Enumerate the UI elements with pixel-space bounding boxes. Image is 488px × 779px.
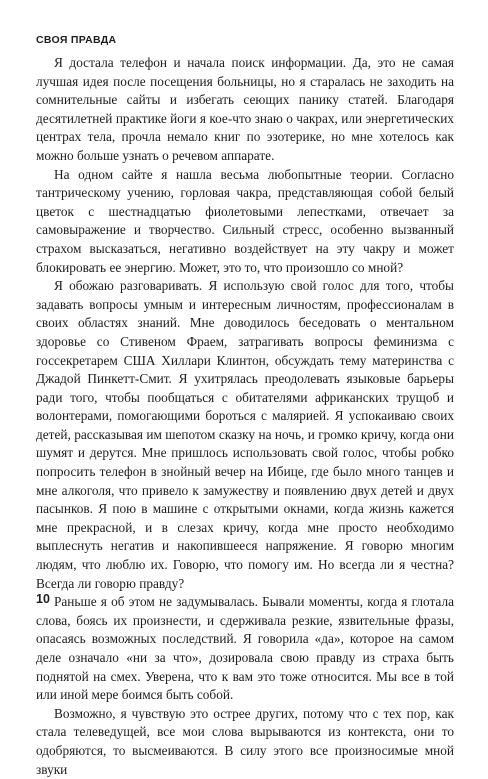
paragraph: Возможно, я чувствую это острее других, потому что с тех пор, как стала телеведущей, все мои слова вырываются из контекста, они то одобряются, то высмеиваются. В силу этого все произносимые мной звуки (36, 705, 454, 777)
paragraph: Я обожаю разговаривать. Я использую свой голос для того, чтобы задавать вопросы умным и интересным личностям, профессионалам в своих областях знаний. Мне доводилось беседовать о ментальном здоровье со Стивеном Фраем, затрагивать вопросы феминизма с госсекретарем США Хиллари Клинтон, обсуждать тему материнства с Джадой Пинкетт-Смит. Я ухитрялась преодолевать языковые барьеры ради того, чтобы пообщаться с обитателями африканских трущоб и волонтерами, помогающими бороться с малярией. Я успокаиваю своих детей, рассказывая им шепотом сказку на ночь, и громко кричу, когда они шумят и дерутся. Мне пришлось использовать свой голос, чтобы робко попросить телефон в знойный вечер на Ибице, где было много танцев и мне алкоголя, что привело к замужеству и появлению двух детей и двух пасынков. Я пою в машине с открытыми окнами, когда жизнь кажется мне прекрасной, и в слезах кричу, когда мне просто необходимо выплеснуть негатив и накопившееся напряжение. Я говорю многим людям, что люблю их. Говорю, что помогу им. Но всегда ли я честна? Всегда ли говорю правду? (36, 278, 454, 591)
page-number: 10 (36, 592, 50, 606)
paragraph: Раньше я об этом не задумывалась. Бывали моменты, когда я глотала слова, боясь их произнести, и сдерживала резкие, язвительные фразы, опасаясь возможных последствий. Я говорила «да», которое на самом деле означало «ни за что», дозировала свою правду из страха быть поднятой на смех. Уверена, что к вам это тоже относится. Мы все в той или иной мере боимся быть собой. (36, 594, 454, 703)
paragraph: На одном сайте я нашла весьма любопытные теории. Согласно тантрическому учению, горловая чакра, представляющая собой белый цветок с шестнадцатью фиолетовыми лепестками, отвечает за самовыражение и творчество. Сильный стресс, особенно вызванный страхом высказаться, негативно воздействует на эту чакру и может блокировать ее энергию. Может, это то, что произошло со мной? (36, 166, 454, 275)
running-header: СВОЯ ПРАВДА (36, 34, 117, 46)
paragraph: Я достала телефон и начала поиск информации. Да, это не самая лучшая идея после посещения больницы, но я старалась не заходить на сомнительные сайты и избегать сеющих панику статей. Благодаря десятилетней практике йоги я кое-что знаю о чакрах, или энергетических центрах тела, прочла немало книг по эзотерике, но мне хотелось как можно больше узнать о речевом аппарате. (36, 55, 454, 163)
body-text (36, 54, 454, 779)
